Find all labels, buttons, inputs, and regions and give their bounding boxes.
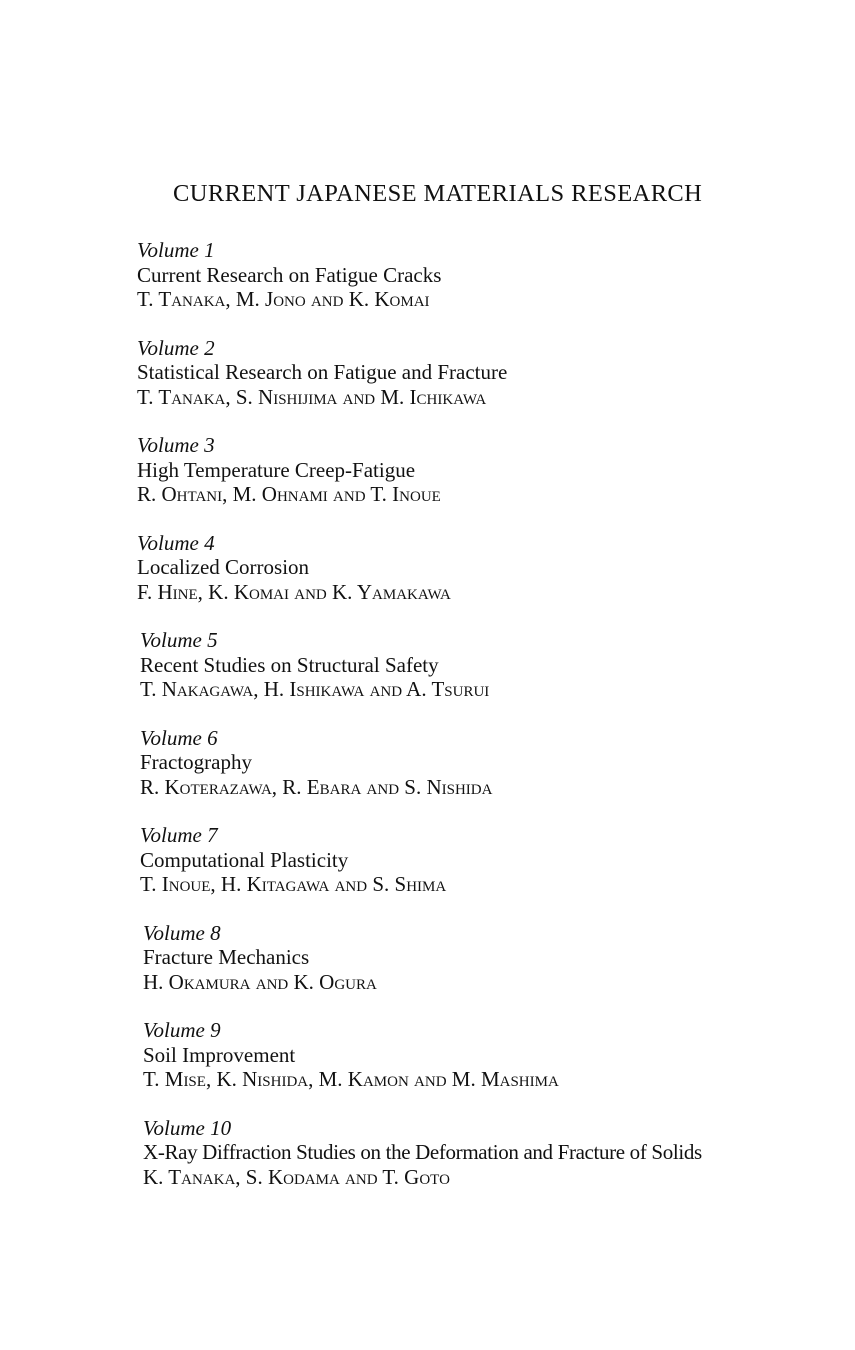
volume-title: Localized Corrosion bbox=[137, 555, 310, 579]
volume-authors: F. Hine, K. Komai and K. Yamakawa bbox=[137, 579, 451, 604]
volume-title: High Temperature Creep-Fatigue bbox=[137, 457, 416, 482]
volume-entry-3 bbox=[137, 433, 837, 507]
volume-label: Volume 5 bbox=[140, 628, 218, 652]
volume-entry-9 bbox=[137, 1018, 837, 1092]
volume-label: Volume 9 bbox=[143, 1018, 221, 1042]
volume-label: Volume 2 bbox=[137, 335, 215, 360]
volume-authors: R. Ohtani, M. Ohnami and T. Inoue bbox=[137, 482, 441, 506]
volume-authors: T. Nakagawa, H. Ishikawa and A. Tsurui bbox=[140, 677, 490, 701]
volume-authors: T. Tanaka, S. Nishijima and M. Ichikawa bbox=[137, 384, 487, 409]
volume-authors: T. Inoue, H. Kitagawa and S. Shima bbox=[140, 872, 447, 896]
volume-entry-4 bbox=[137, 531, 837, 605]
volume-label: Volume 3 bbox=[137, 433, 215, 457]
volume-authors: T. Tanaka, M. Jono and K. Komai bbox=[137, 287, 430, 311]
volume-label: Volume 4 bbox=[137, 530, 215, 555]
volume-title: Soil Improvement bbox=[143, 1042, 296, 1067]
volume-entry-7 bbox=[137, 823, 837, 897]
volume-label: Volume 8 bbox=[143, 920, 221, 945]
volume-authors: T. Mise, K. Nishida, M. Kamon and M. Mashima bbox=[143, 1067, 559, 1091]
volume-entry-8 bbox=[137, 921, 837, 995]
volume-label: Volume 6 bbox=[140, 725, 218, 750]
volume-title: Fracture Mechanics bbox=[143, 945, 310, 969]
volume-authors: K. Tanaka, S. Kodama and T. Goto bbox=[143, 1164, 450, 1189]
volume-label: Volume 10 bbox=[143, 1115, 232, 1140]
volume-entry-1 bbox=[137, 238, 837, 312]
volume-title: X-Ray Diffraction Studies on the Deformation and Fracture of Solids bbox=[143, 1140, 702, 1164]
volume-entry-5 bbox=[137, 628, 837, 702]
volume-title: Computational Plasticity bbox=[140, 847, 349, 872]
volume-title: Statistical Research on Fatigue and Fracture bbox=[137, 360, 508, 384]
volume-authors: H. Okamura and K. Ogura bbox=[143, 969, 377, 994]
volume-entry-10 bbox=[137, 1116, 837, 1190]
volume-label: Volume 7 bbox=[140, 823, 218, 847]
volume-label: Volume 1 bbox=[137, 238, 215, 262]
volume-entry-2 bbox=[137, 336, 837, 410]
volume-authors: R. Koterazawa, R. Ebara and S. Nishida bbox=[140, 774, 493, 799]
volume-list bbox=[137, 238, 837, 1213]
volume-title: Current Research on Fatigue Cracks bbox=[137, 262, 442, 287]
page-title: CURRENT JAPANESE MATERIALS RESEARCH bbox=[173, 180, 703, 207]
volume-title: Fractography bbox=[140, 750, 252, 774]
volume-title: Recent Studies on Structural Safety bbox=[140, 652, 439, 677]
volume-entry-6 bbox=[137, 726, 837, 800]
